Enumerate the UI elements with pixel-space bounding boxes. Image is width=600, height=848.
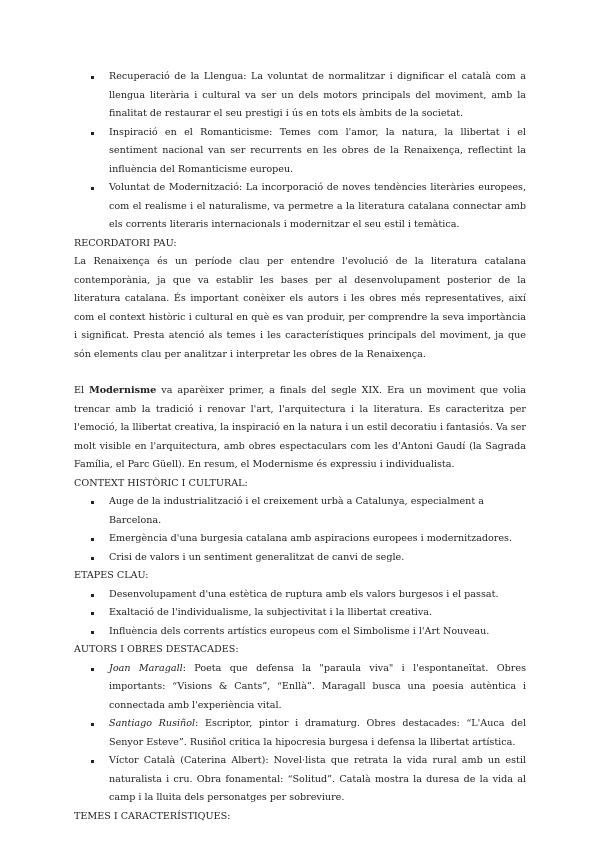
spacer xyxy=(74,364,526,382)
list-item: Joan Maragall: Poeta que defensa la "paraula viva" i l'espontaneïtat. Obres importants: “Visions & Cants”, “Enllà”. Maragall busca una poesia autèntica i connectada amb l'experiència vital. xyxy=(74,660,526,716)
list-item: Emergència d'una burgesia catalana amb aspiracions europees i modernitzadores. xyxy=(74,530,526,549)
document-page xyxy=(74,68,526,826)
list-item: Voluntat de Modernització: La incorporació de noves tendències literàries europees, com el realisme i el naturalisme, va permetre a la literatura catalana connectar amb els corrents literaris internacionals i modernitzar el seu estil i temàtica. xyxy=(74,179,526,235)
recordatori-heading: RECORDATORI PAU: xyxy=(74,237,177,249)
bullet-icon xyxy=(91,668,94,671)
list-item: Auge de la industrialització i el creixement urbà a Catalunya, especialment a Barcelona. xyxy=(74,493,526,530)
list-item: Desenvolupament d'una estètica de ruptura amb els valors burgesos i el passat. xyxy=(74,586,526,605)
bullet-icon xyxy=(91,631,94,634)
bullet-icon xyxy=(91,187,94,190)
bullet-icon xyxy=(91,557,94,560)
bullet-icon xyxy=(91,132,94,135)
bullet-icon xyxy=(91,723,94,726)
modernisme-keyword: Modernisme xyxy=(89,385,157,396)
etapes-list xyxy=(74,586,526,642)
bullet-icon xyxy=(91,501,94,504)
list-item: Inspiració en el Romanticisme: Temes com l'amor, la natura, la llibertat i el sentiment nacional van ser recurrents en les obres de la Renaixença, reflectint la influència del Romanticisme europeu. xyxy=(74,124,526,180)
bullet-icon xyxy=(91,594,94,597)
list-item: Crisi de valors i un sentiment generalitzat de canvi de segle. xyxy=(74,549,526,568)
list-item: Influència dels corrents artístics europeus com el Simbolisme i l'Art Nouveau. xyxy=(74,623,526,642)
context-list xyxy=(74,493,526,567)
renaixenca-features-list xyxy=(74,68,526,235)
author-name: Joan Maragall xyxy=(109,662,183,674)
list-item: Recuperació de la Llengua: La voluntat de normalitzar i dignificar el català com a llengua literària i cultural va ser un dels motors principals del moviment, amb la finalitat de restaurar el seu prestigi i ús en tots els àmbits de la societat. xyxy=(74,68,526,124)
list-item: Santiago Rusiñol: Escriptor, pintor i dramaturg. Obres destacades: “L'Auca del Senyor Esteve”. Rusiñol critica la hipocresia burgesa i defensa la llibertat artística. xyxy=(74,715,526,752)
list-item: Exaltació de l'individualisme, la subjectivitat i la llibertat creativa. xyxy=(74,604,526,623)
bullet-icon xyxy=(91,538,94,541)
bullet-icon xyxy=(91,76,94,79)
etapes-heading: ETAPES CLAU: xyxy=(74,570,149,581)
bullet-icon xyxy=(91,760,94,763)
modernisme-intro-paragraph: El Modernisme va aparèixer primer, a finals del segle XIX. Era un moviment que volia trencar amb la tradició i renovar l'art, l'arquitectura i la literatura. Es caracteritza per l'emoció, la llibertat creativa, la inspiració en la natura i un estil decoratiu i fantasiós. Va ser molt visible en l'arquitectura, amb obres espectaculars com les d'Antoni Gaudí (la Sagrada Família, el Parc Güell). En resum, el Modernisme és expressiu i individualista. xyxy=(74,385,527,470)
list-item: Víctor Català (Caterina Albert): Novel·lista que retrata la vida rural amb un estil naturalista i cru. Obra fonamental: “Solitud”. Català mostra la duresa de la vida al camp i la lluita dels personatges per sobreviure. xyxy=(74,752,526,808)
autors-list xyxy=(74,660,526,808)
temes-heading: TEMES I CARACTERÍSTIQUES: xyxy=(74,810,231,822)
author-name: Santiago Rusiñol xyxy=(109,718,196,729)
recordatori-paragraph: La Renaixença és un període clau per entendre l'evolució de la literatura catalana contemporània, ja que va establir les bases per al desenvolupament posterior de la literatura catalana. És important conèixer els autors i les obres més representatives, així com el context històric i cultural en què es van produir, per comprendre la seva importància i significat. Presta atenció als temes i les característiques principals del moviment, ja que són elements clau per analitzar i interpretar les obres de la Renaixença. xyxy=(74,256,526,360)
context-heading: CONTEXT HISTÒRIC I CULTURAL: xyxy=(74,477,248,489)
bullet-icon xyxy=(91,612,94,615)
autors-heading: AUTORS I OBRES DESTACADES: xyxy=(74,644,239,655)
